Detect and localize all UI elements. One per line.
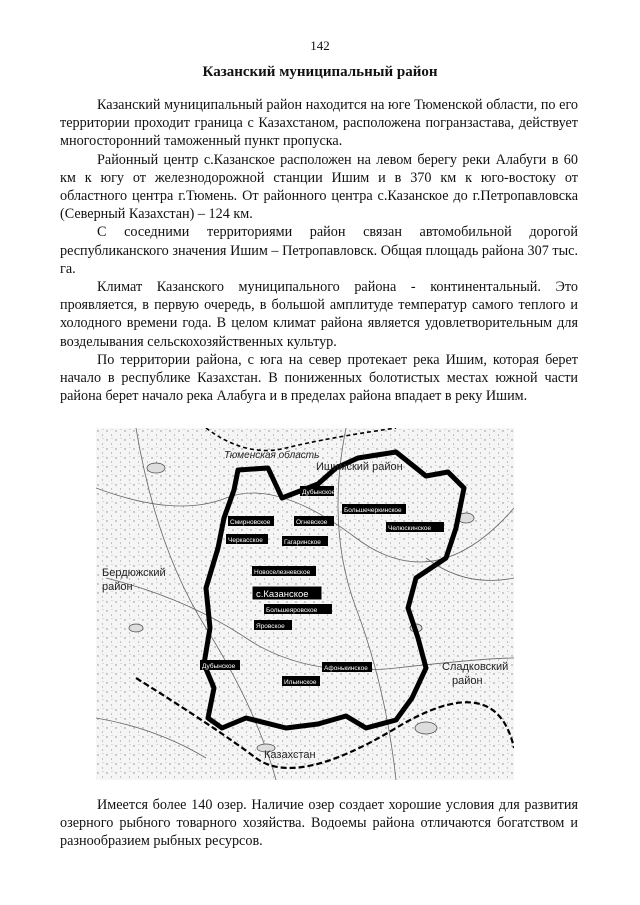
settlement-chelyuskinskoe: Челюскинское [388,525,432,532]
page-title: Казанский муниципальный район [202,64,438,80]
settlement-gagarinskoe: Гагаринское [284,539,321,546]
settlement-dubynskoe-north: Дубынское [302,489,336,496]
label-sladkovsky-district: Сладковский [442,661,509,673]
label-tyumen-oblast: Тюменская область [224,450,320,461]
paragraph-center: Районный центр с.Казанское расположен на левом берегу реки Алабуги в 60 км к югу от железнодорожной станции Ишим и в 370 км к юго-востоку от областного центра г.Тюмень. От районного центра с.Казанское до г.Петропавловска (Северный Казахстан) – 124 км. [60,151,578,223]
paragraph-climate: Климат Казанского муниципального района - континентальный. Это проявляется, в первую очередь, в большой амплитуде температур самого теплого и холодного времени года. В целом климат района является удовлетворительным для возделывания сельскохозяйственных культур. [60,279,578,350]
district-map-svg [96,428,514,780]
label-berdyuzhsky-district: Бердюжский [102,567,166,579]
settlement-dubynskoe-south: Дубынское [202,663,236,670]
settlement-smirnovskoe: Смирновское [230,519,271,526]
document-closing [60,796,578,851]
settlement-kazanskoe: с.Казанское [256,589,309,600]
settlement-bolshecherkinskoe: Большечеркинское [344,507,402,514]
label-berdyuzhsky-district-2: район [102,581,133,593]
settlement-cherkasskoe: Черкасское [228,537,263,544]
paragraph-rivers: По территории района, с юга на север протекает река Ишим, которая берет начало в республике Казахстан. В пониженных болотистых местах южной части района берет начало река Алабуга и в пределах района впадает в реку Ишим. [60,351,578,405]
label-kazakhstan: Казахстан [264,749,316,761]
district-map [96,428,514,780]
paragraph-lakes: Имеется более 140 озер. Наличие озер создает хорошие условия для развития озерного рыбного товарного хозяйства. Водоемы района отличаются богатством и разнообразием рыбных ресурсов. [60,797,578,850]
label-sladkovsky-district-2: район [452,675,483,687]
settlement-ilyinskoe: Ильинское [284,679,317,686]
settlement-bolsheyarovskoe: Большеяровское [266,607,318,614]
page-number: 142 [310,38,330,53]
settlement-afonkinskoe: Афонькинское [324,665,368,672]
label-ishim-district: Ишимский район [316,461,403,473]
settlement-yarovskoe: Яровское [256,623,285,630]
paragraph-location: Казанский муниципальный район находится на юге Тюменской области, по его территории проходит граница с Казахстаном, расположена погранзастава, действует многосторонний таможенный пункт пропуска. [60,97,578,150]
settlement-novoseleznevskoe: Новоселезневское [254,569,311,576]
paragraph-roads: С соседними территориями район связан автомобильной дорогой республиканского значения Ишим – Петропавловск. Общая площадь района 307 тыс. га. [60,224,578,277]
settlement-ognevskoe: Огневское [296,519,328,526]
document-body [60,96,578,405]
